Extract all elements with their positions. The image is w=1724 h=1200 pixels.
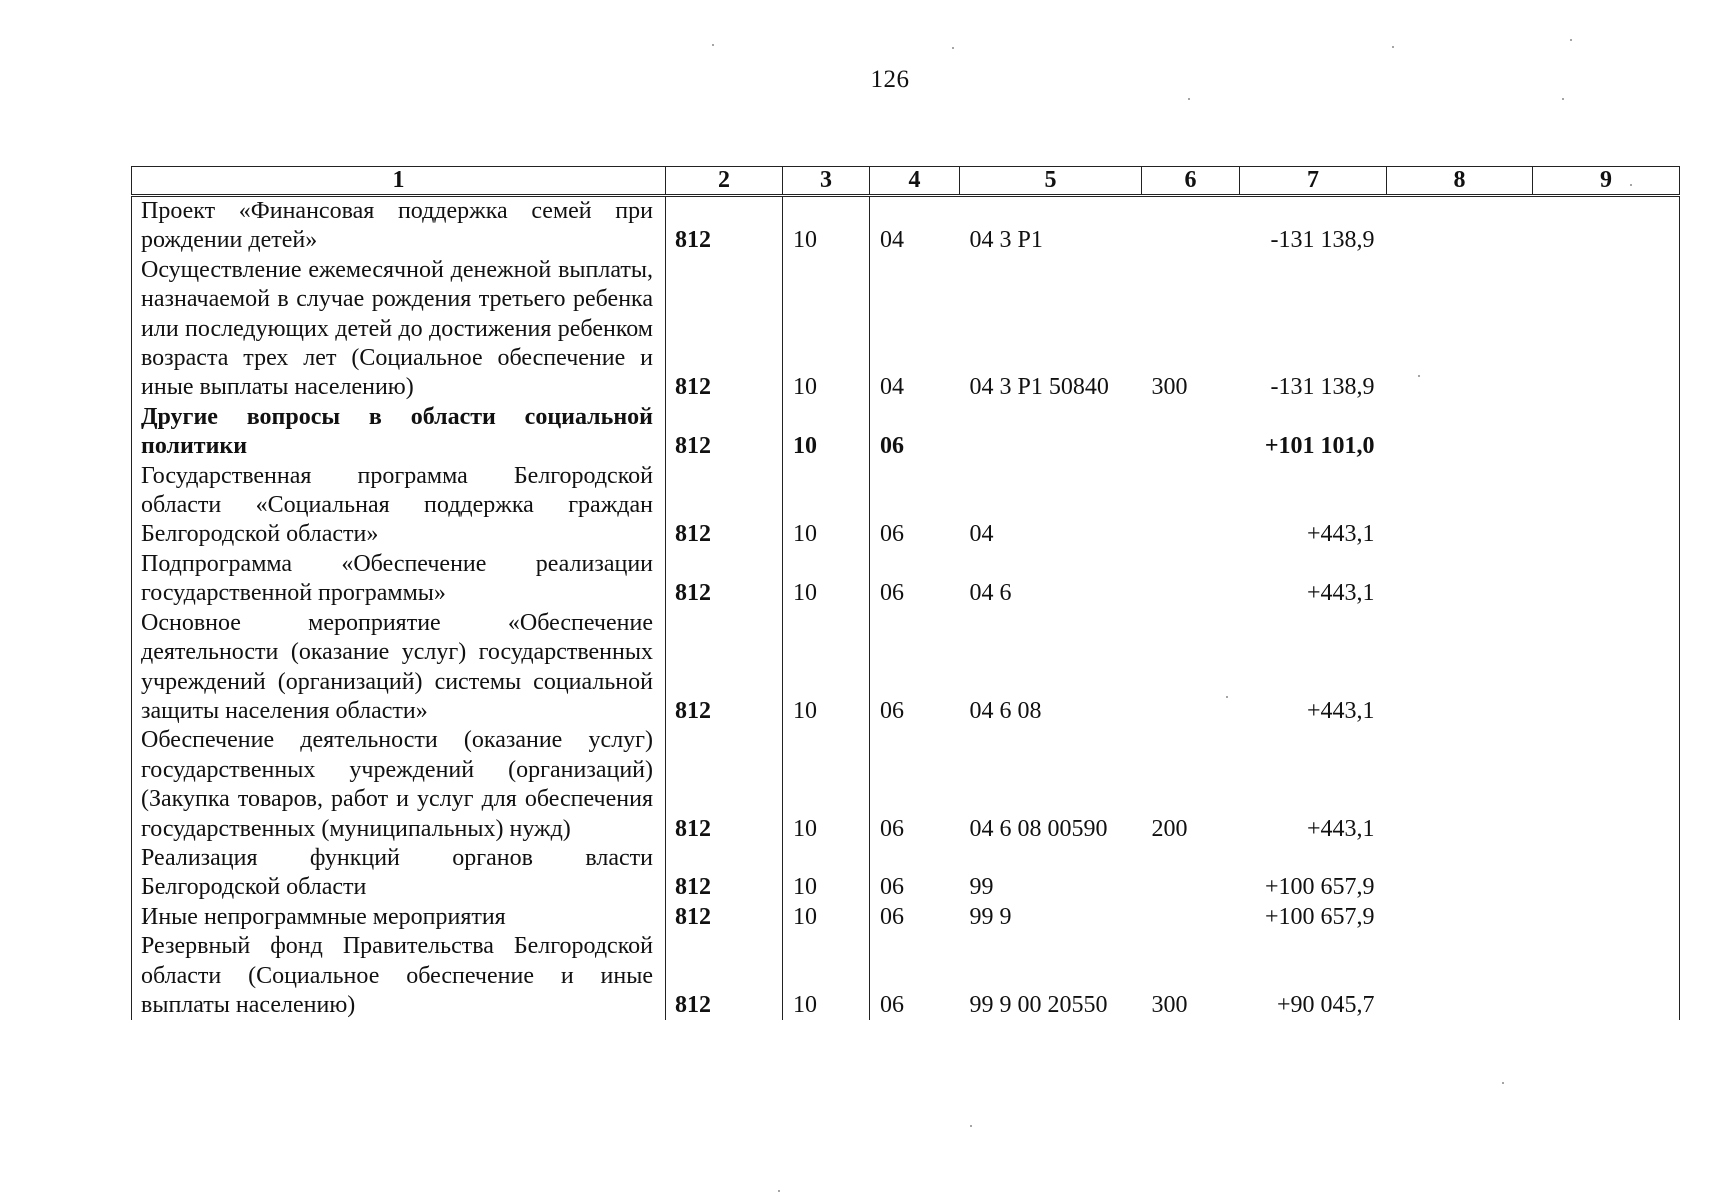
row-col-9: [1533, 932, 1680, 1020]
row-section: 10: [783, 844, 870, 903]
scan-speck: [778, 1190, 780, 1192]
row-col-8: [1387, 550, 1533, 609]
row-section: 10: [783, 403, 870, 462]
table-row: [132, 932, 1680, 1020]
row-subsection: 06: [870, 903, 960, 932]
row-col-8: [1387, 403, 1533, 462]
row-section: 10: [783, 196, 870, 256]
table-row: [132, 196, 1680, 256]
row-col-8: [1387, 932, 1533, 1020]
scan-speck: [1502, 1082, 1504, 1084]
row-amount: +443,1: [1306, 580, 1375, 607]
row-expense-type: [1142, 844, 1240, 903]
table-row: [132, 844, 1680, 903]
row-col-9: [1533, 726, 1680, 844]
table-row: [132, 256, 1680, 403]
row-subsection: 04: [870, 256, 960, 403]
row-target-article: 99: [969, 874, 994, 901]
row-amount: +443,1: [1306, 697, 1375, 724]
row-col-8: [1387, 196, 1533, 256]
row-subsection: 06: [870, 462, 960, 550]
row-expense-type: [1142, 196, 1240, 256]
table-row: [132, 403, 1680, 462]
row-col-8: [1387, 844, 1533, 903]
row-col-8: [1387, 256, 1533, 403]
budget-table: [131, 166, 1680, 1020]
row-amount: -131 138,9: [1270, 374, 1375, 401]
scan-speck: [952, 47, 954, 49]
row-col-9: [1533, 403, 1680, 462]
row-section: 10: [783, 462, 870, 550]
table-row: [132, 462, 1680, 550]
row-amount: -131 138,9: [1270, 227, 1375, 254]
header-col-4: 4: [870, 167, 960, 196]
row-grbs-code: 812: [666, 550, 783, 609]
header-row: [132, 167, 1680, 196]
row-grbs-code: 812: [666, 932, 783, 1020]
row-grbs-code: 812: [666, 609, 783, 727]
row-name: Государственная программа Белгородской области «Социальная поддержка граждан Белгородской области»: [132, 462, 666, 550]
row-expense-type: [1142, 403, 1240, 462]
row-name: Проект «Финансовая поддержка семей при рождении детей»: [132, 196, 666, 256]
scan-speck: [1570, 39, 1572, 41]
row-col-8: [1387, 462, 1533, 550]
row-expense-type: 200: [1151, 815, 1188, 842]
row-amount: +443,1: [1306, 521, 1375, 548]
scan-speck: [1226, 696, 1228, 698]
row-name: Резервный фонд Правительства Белгородской области (Социальное обеспечение и иные выплаты населению): [132, 932, 666, 1020]
header-col-6: 6: [1142, 167, 1240, 196]
row-section: 10: [783, 609, 870, 727]
row-subsection: 06: [870, 844, 960, 903]
row-target-article: 04 3 P1: [969, 227, 1043, 254]
row-name: Основное мероприятие «Обеспечение деятельности (оказание услуг) государственных учреждений (организаций) системы социальной защиты населения области»: [132, 609, 666, 727]
row-col-9: [1533, 462, 1680, 550]
table-header: [132, 167, 1680, 196]
table-body: [132, 196, 1680, 1021]
row-amount: +101 101,0: [1264, 433, 1375, 460]
row-section: 10: [783, 550, 870, 609]
row-section: 10: [783, 932, 870, 1020]
row-expense-type: 300: [1151, 991, 1188, 1018]
row-target-article: 04: [969, 521, 994, 548]
row-target-article: 99 9 00 20550: [969, 991, 1108, 1018]
row-col-9: [1533, 550, 1680, 609]
row-subsection: 06: [870, 550, 960, 609]
row-subsection: 04: [870, 196, 960, 256]
row-amount: +100 657,9: [1264, 903, 1375, 930]
row-expense-type: [1142, 903, 1240, 932]
row-section: 10: [783, 256, 870, 403]
row-grbs-code: 812: [666, 844, 783, 903]
header-col-9: 9: [1533, 167, 1680, 196]
scan-speck: [1562, 98, 1564, 100]
row-expense-type: [1142, 609, 1240, 727]
header-col-1: 1: [132, 167, 666, 196]
table-row: [132, 726, 1680, 844]
header-col-7: 7: [1240, 167, 1387, 196]
row-subsection: 06: [870, 403, 960, 462]
row-grbs-code: 812: [666, 256, 783, 403]
row-name: Реализация функций органов власти Белгородской области: [132, 844, 666, 903]
row-target-article: 04 6 08: [969, 697, 1042, 724]
row-subsection: 06: [870, 609, 960, 727]
row-col-8: [1387, 609, 1533, 727]
row-name: Обеспечение деятельности (оказание услуг) государственных учреждений (организаций) (Закупка товаров, работ и услуг для обеспечения государственных (муниципальных) нужд): [132, 726, 666, 844]
row-target-article: 04 3 P1 50840: [969, 374, 1109, 401]
table-row: [132, 550, 1680, 609]
row-col-9: [1533, 256, 1680, 403]
row-subsection: 06: [870, 726, 960, 844]
row-col-9: [1533, 844, 1680, 903]
header-col-5: 5: [960, 167, 1142, 196]
table-row: [132, 903, 1680, 932]
row-amount: +100 657,9: [1264, 874, 1375, 901]
row-col-9: [1533, 609, 1680, 727]
row-name: Другие вопросы в области социальной политики: [132, 403, 666, 462]
row-target-article: 99 9: [969, 903, 1012, 930]
row-col-9: [1533, 903, 1680, 932]
row-col-8: [1387, 726, 1533, 844]
row-amount: +90 045,7: [1276, 991, 1375, 1018]
row-grbs-code: 812: [666, 196, 783, 256]
header-col-3: 3: [783, 167, 870, 196]
row-grbs-code: 812: [666, 903, 783, 932]
row-name: Осуществление ежемесячной денежной выплаты, назначаемой в случае рождения третьего ребенка или последующих детей до достижения ребенком возраста трех лет (Социальное обеспечение и иные выплаты населению): [132, 256, 666, 403]
row-col-9: [1533, 196, 1680, 256]
row-expense-type: [1142, 550, 1240, 609]
scan-speck: [1418, 375, 1420, 377]
scan-speck: [970, 1125, 972, 1127]
row-grbs-code: 812: [666, 726, 783, 844]
row-expense-type: 300: [1151, 374, 1188, 401]
row-target-article: [960, 403, 1142, 462]
scan-speck: [712, 44, 714, 46]
row-grbs-code: 812: [666, 462, 783, 550]
header-col-8: 8: [1387, 167, 1533, 196]
row-name: Иные непрограммные мероприятия: [132, 903, 666, 932]
scan-speck: [1392, 46, 1394, 48]
table-row: [132, 609, 1680, 727]
header-col-2: 2: [666, 167, 783, 196]
row-target-article: 04 6: [969, 580, 1012, 607]
row-section: 10: [783, 903, 870, 932]
scan-speck: [1630, 184, 1632, 186]
row-name: Подпрограмма «Обеспечение реализации государственной программы»: [132, 550, 666, 609]
row-subsection: 06: [870, 932, 960, 1020]
row-section: 10: [783, 726, 870, 844]
row-target-article: 04 6 08 00590: [969, 815, 1108, 842]
row-amount: +443,1: [1306, 815, 1375, 842]
row-col-8: [1387, 903, 1533, 932]
row-grbs-code: 812: [666, 403, 783, 462]
row-expense-type: [1142, 462, 1240, 550]
scan-speck: [1188, 98, 1190, 100]
page-number: 126: [870, 66, 910, 93]
